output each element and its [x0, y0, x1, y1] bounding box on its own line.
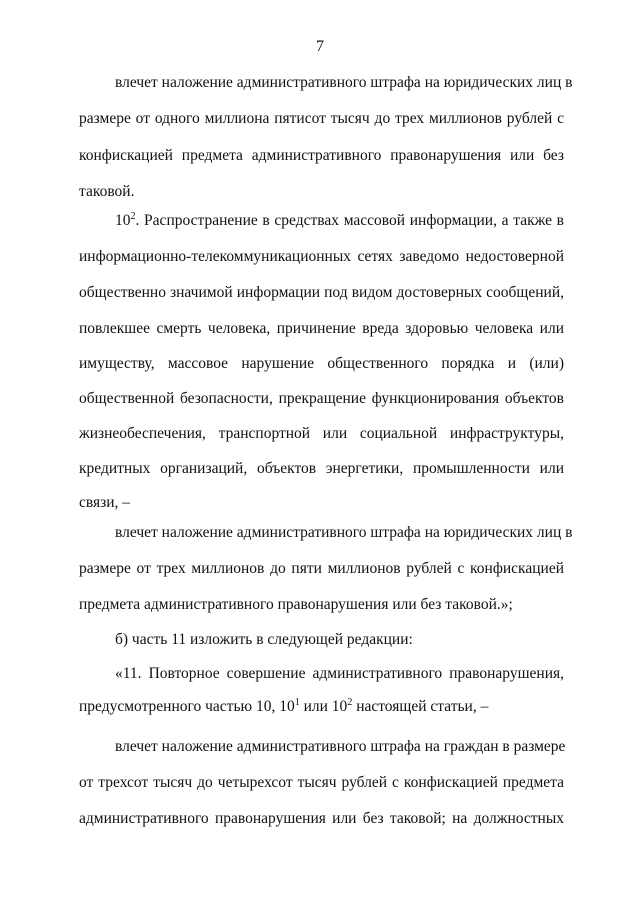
text-line: влечет наложение административного штрафа на юридических лиц в — [115, 74, 573, 91]
text-span: . Распространение в средствах массовой информации, а также в — [135, 212, 564, 229]
text-line-with-superscripts — [79, 697, 564, 717]
text-line: административного правонарушения или без таковой; на должностных — [79, 810, 564, 827]
text-span: настоящей статьи, – — [352, 698, 489, 715]
text-line: жизнеобеспечения, транспортной или социальной инфраструктуры, — [79, 425, 564, 442]
text-line: от трехсот тысяч до четырехсот тысяч рублей с конфискацией предмета — [79, 774, 564, 791]
text-span: или 10 — [299, 698, 348, 715]
text-line: общественной безопасности, прекращение функционирования объектов — [79, 390, 564, 407]
text-line: размере от одного миллиона пятисот тысяч до трех миллионов рублей с — [79, 110, 564, 127]
text-line: «11. Повторное совершение административного правонарушения, — [115, 665, 564, 682]
superscript: 2 — [130, 211, 136, 222]
text-line: б) часть 11 изложить в следующей редакции: — [115, 631, 413, 648]
text-line: имуществу, массовое нарушение общественного порядка и (или) — [79, 355, 564, 372]
text-line: конфискацией предмета административного правонарушения или без — [79, 147, 564, 164]
text-line: размере от трех миллионов до пяти миллионов рублей с конфискацией — [79, 560, 564, 577]
text-line: кредитных организаций, объектов энергетики, промышленности или — [79, 460, 564, 477]
text-line: таковой. — [79, 183, 135, 200]
superscript: 2 — [347, 697, 353, 708]
text-span: предусмотренного частью 10, 10 — [79, 698, 295, 715]
text-line: предмета административного правонарушения или без таковой.»; — [79, 596, 513, 613]
paragraph-10-2-heading-line — [115, 211, 564, 231]
item-number: 10 — [115, 212, 131, 229]
text-line: повлекшее смерть человека, причинение вреда здоровью человека или — [79, 320, 564, 337]
text-line: влечет наложение административного штрафа на юридических лиц в — [115, 524, 573, 541]
superscript: 1 — [294, 697, 300, 708]
text-line: информационно-телекоммуникационных сетях заведомо недостоверной — [79, 248, 564, 265]
page-number: 7 — [316, 38, 324, 55]
text-line: общественно значимой информации под видом достоверных сообщений, — [79, 284, 564, 301]
text-line: связи, – — [79, 494, 131, 511]
text-line: влечет наложение административного штрафа на граждан в размере — [115, 738, 566, 755]
